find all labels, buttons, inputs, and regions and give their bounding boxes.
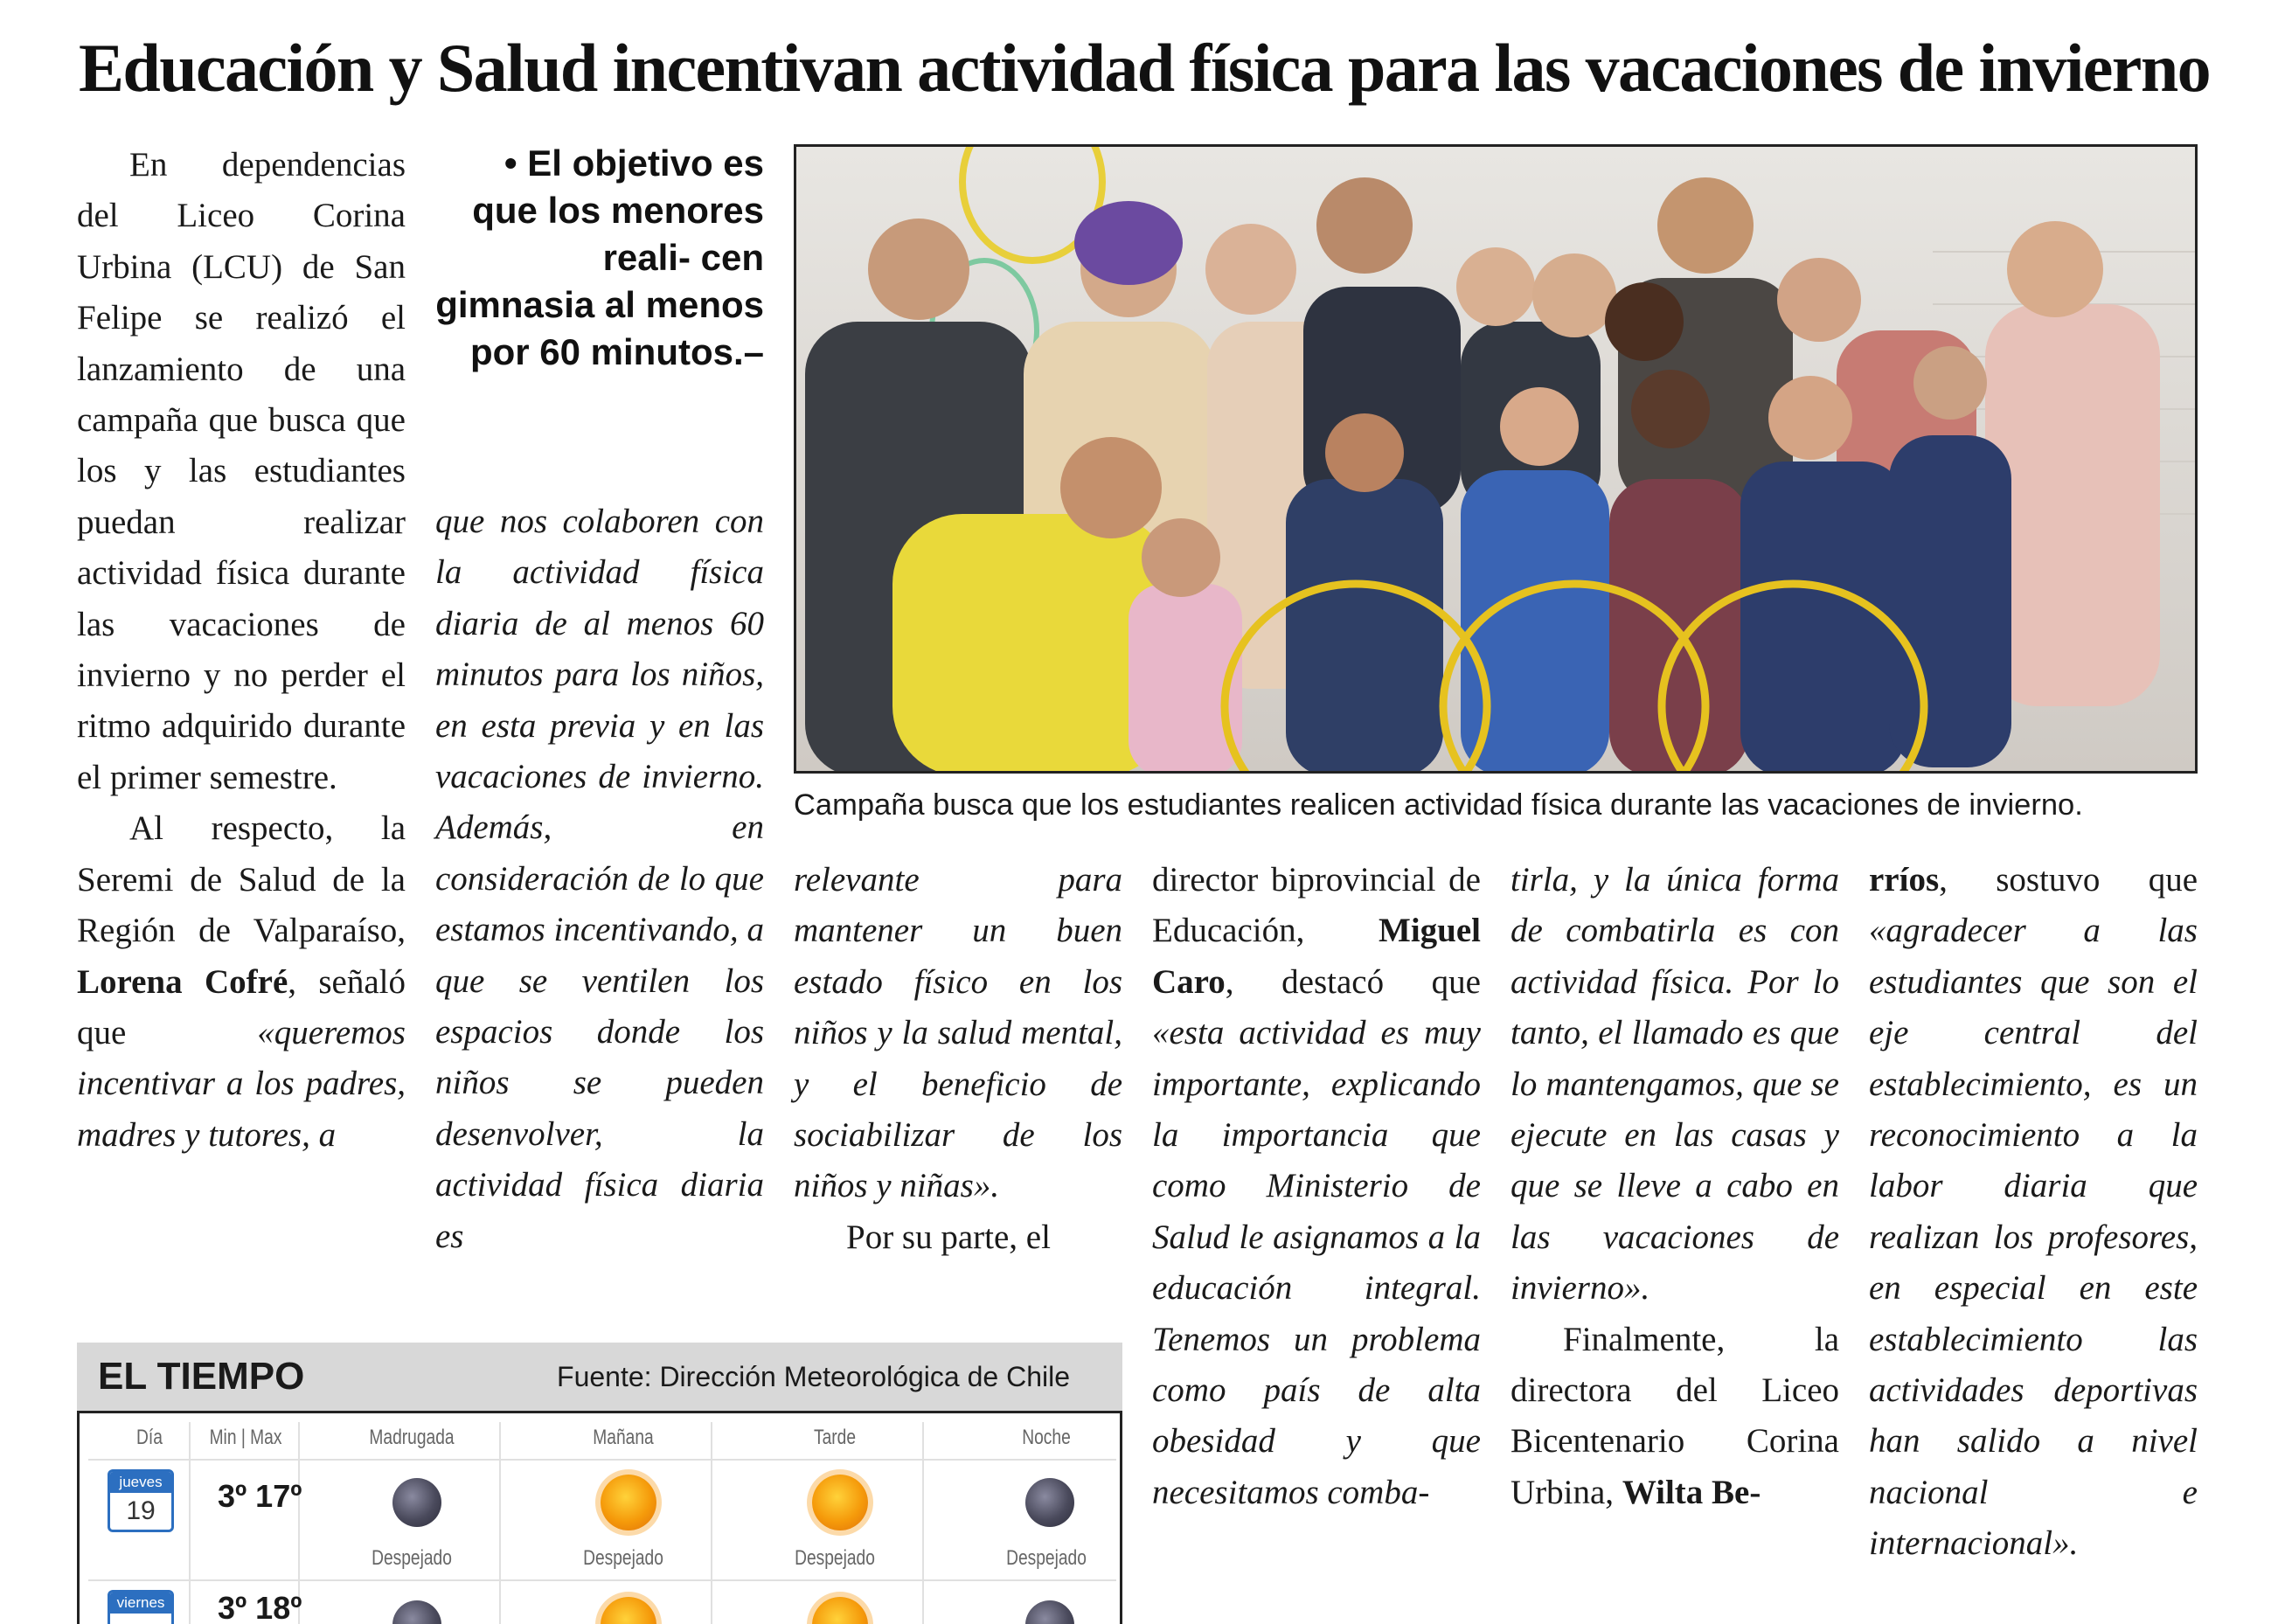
moon-icon [392, 1478, 441, 1527]
weather-source: Fuente: Dirección Meteorológica de Chile [557, 1360, 1070, 1392]
moon-icon [392, 1600, 441, 1624]
quote: «agradecer a las estudiantes que son el eje central del establecimiento, es un reconocimiento a la labor diaria que realizan los profesores, en especial en este establecimiento las actividades deportivas han salido a nivel nacional e internacional». [1869, 912, 2198, 1563]
temperature-range: 3º 17º [218, 1478, 302, 1514]
quote: relevante para mantener un buen estado físico en los niños y la salud mental, y el beneficio de sociabilizar de los niños y niñas». [794, 861, 1122, 1205]
quote: que nos colaboren con la actividad física diaria de al menos 60 minutos para los niños, en esta previa y en las vacaciones de invierno. Además, en consideración de lo que estamos incentivando, a que se ventilen los espacios donde los niños se pueden desenvolver, la actividad física diaria es [435, 503, 764, 1255]
pull-quote: • El objetivo es que los menores reali- cen gimnasia al menos por 60 minutos.– [435, 142, 764, 372]
photo-caption: Campaña busca que los estudiantes realicen actividad física durante las vacaciones de invierno. [794, 788, 2083, 822]
calendar-icon [108, 1469, 174, 1532]
group-photo-image [796, 147, 2195, 771]
headline: Educación y Salud incentivan actividad física para las vacaciones de invierno [79, 30, 2211, 106]
person-name: rríos [1869, 861, 1940, 899]
col-header-noche: Noche [1022, 1426, 1071, 1449]
article-column-3 [794, 855, 1122, 1263]
condition-label: Despejado [1006, 1546, 1087, 1570]
person-name: Miguel Caro [1152, 912, 1481, 1001]
divider [922, 1422, 924, 1624]
temperature-range: 3º 18º [218, 1590, 302, 1624]
col-header-manana: Mañana [593, 1426, 654, 1449]
moon-icon [1025, 1600, 1074, 1624]
article-column-1 [77, 140, 406, 1161]
col-header-tarde: Tarde [813, 1426, 857, 1449]
person-name: Wilta Be- [1622, 1473, 1761, 1511]
col-header-minmax: Min | Max [209, 1426, 282, 1449]
col-header-madrugada: Madrugada [369, 1426, 455, 1449]
divider [88, 1579, 1116, 1581]
condition-label: Despejado [583, 1546, 663, 1570]
divider [711, 1422, 712, 1624]
paragraph-intro: En dependencias del Liceo Corina Urbina (LCU) de San Felipe se realizó el lanzamiento de una campaña que busca que los y las estudiantes puedan realizar actividad física durante las vacaciones de invierno y no perder el ritmo adquirido durante el primer semestre. [77, 146, 406, 796]
quote: «queremos incentivar a los padres, madres y tutores, a [77, 1013, 406, 1154]
calendar-weekday: viernes [110, 1593, 171, 1614]
divider [189, 1422, 191, 1624]
sun-icon [601, 1475, 656, 1530]
article-column-2 [435, 496, 764, 1262]
condition-label: Despejado [372, 1546, 452, 1570]
calendar-icon [108, 1590, 174, 1624]
sun-icon [812, 1475, 868, 1530]
group-photo [794, 144, 2198, 774]
paragraph-seremi: Al respecto, la Seremi de Salud de la Región de Valparaíso, Lorena Cofré, señaló que «queremos incentivar a los padres, madres y tutores, a [77, 809, 406, 1154]
calendar-weekday: jueves [110, 1472, 171, 1493]
article-column-5 [1511, 855, 1839, 1518]
sun-icon [812, 1597, 868, 1624]
weather-title: EL TIEMPO [98, 1355, 305, 1398]
weather-table [77, 1411, 1122, 1624]
quote: «esta actividad es muy importante, explicando la importancia que como Ministerio de Salud le asignamos a la educación integral. Tenemos un problema como país de alta obesidad y que necesitamos comba- [1152, 1014, 1481, 1511]
col-header-day: Día [136, 1426, 163, 1449]
calendar-date: 19 [126, 1496, 156, 1525]
condition-label: Despejado [795, 1546, 875, 1570]
quote: tirla, y la única forma de combatirla es con actividad física. Por lo tanto, el llamado es que lo mantengamos, que se ejecute en las casas y que se lleve a cabo en las vacaciones de invierno». [1511, 861, 1839, 1308]
article-column-4: director biprovincial de Educación, Miguel Caro, destacó que «esta actividad es muy importante, explicando la importancia que como Ministerio de Salud le asignamos a la educación integral. Tenemos un problema como país de alta obesidad y que necesitamos comba- [1152, 861, 1481, 1511]
paragraph: Finalmente, la directora del Liceo Bicentenario Corina Urbina, Wilta Be- [1511, 1320, 1839, 1511]
person-name: Lorena Cofré [77, 962, 288, 1001]
weather-box [77, 1343, 1122, 1624]
moon-icon [1025, 1478, 1074, 1527]
weather-header [77, 1343, 1122, 1411]
paragraph: Por su parte, el [846, 1218, 1051, 1256]
divider [499, 1422, 501, 1624]
sun-icon [601, 1597, 656, 1624]
article-column-6: rríos, sostuvo que «agradecer a las estudiantes que son el eje central del establecimiento, es un reconocimiento a la labor diaria que realizan los profesores, en especial en este establecimiento las actividades deportivas han salido a nivel nacional e internacional». [1869, 861, 2198, 1563]
divider [88, 1459, 1116, 1461]
